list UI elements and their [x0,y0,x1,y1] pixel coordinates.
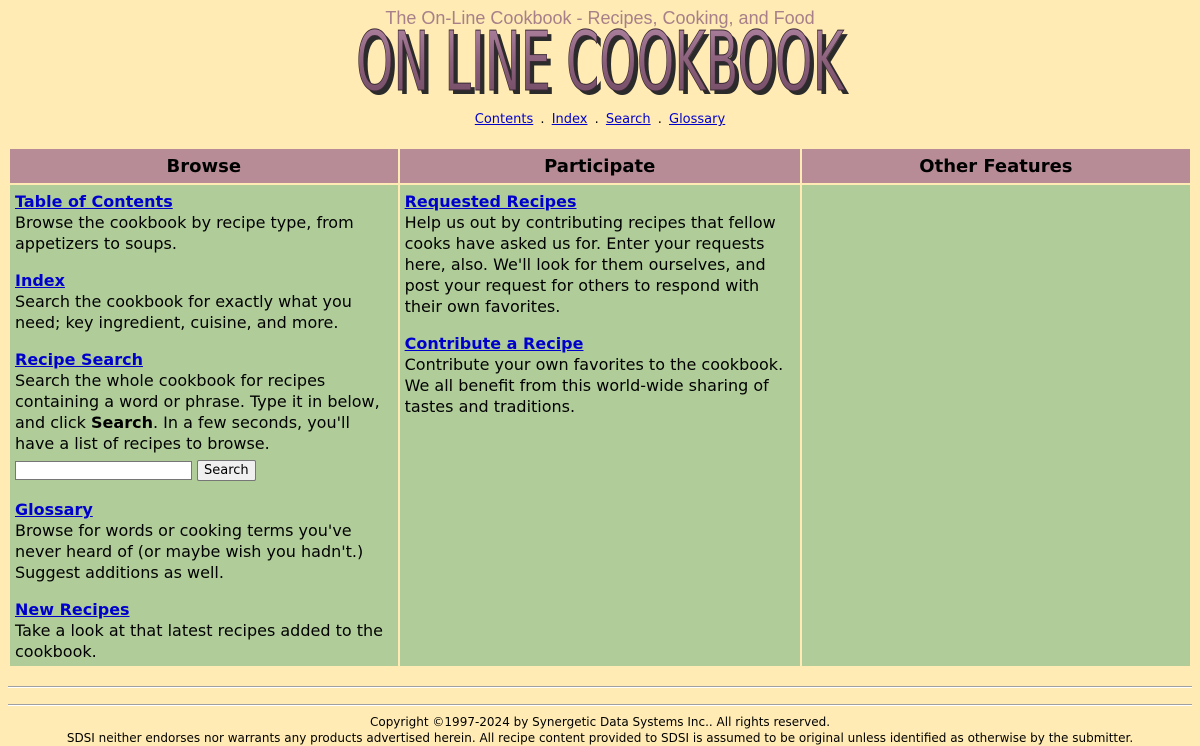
other-features-column [802,185,1190,666]
glossary-link[interactable]: Glossary [15,500,93,519]
table-of-contents-description: Browse the cookbook by recipe type, from appetizers to soups. [15,213,354,253]
site-logo[interactable] [350,26,850,100]
nav-separator: . [540,112,545,127]
top-nav [0,112,1200,128]
logo-main-text: ON LINE COOKBOOK [356,26,846,100]
glossary-description: Browse for words or cooking terms you've never heard of (or maybe wish you hadn't.) Suggest additions as well. [15,521,364,582]
column-header-participate: Participate [400,149,800,183]
list-item [15,270,393,333]
requested-recipes-description: Help us out by contributing recipes that fellow cooks have asked us for. Enter your requests here, also. We'll look for them ourselves, and post your request for others to respond with their own favorites. [404,213,776,316]
index-description: Search the cookbook for exactly what you need; key ingredient, cuisine, and more. [15,292,352,332]
list-item [405,333,795,417]
index-link[interactable]: Index [15,271,65,290]
recipe-search-text-after: . In a few seconds, you'll have a list of recipes to browse. [15,413,350,453]
column-header-browse: Browse [10,149,398,183]
recipe-search-link[interactable]: Recipe Search [15,350,143,369]
new-recipes-link[interactable]: New Recipes [15,600,130,619]
copyright-text: Copyright ©1997-2024 by Synergetic Data Systems Inc.. All rights reserved. [369,715,831,729]
page-footer [0,714,1200,746]
search-button[interactable]: Search [197,460,256,481]
list-item [15,599,393,662]
nav-link-index[interactable]: Index [551,112,588,127]
participate-column [400,185,800,666]
logo-shadow-text: ON LINE COOKBOOK [360,26,850,100]
column-header-row [10,149,1190,183]
search-form [15,460,393,481]
recipe-search-description [15,370,393,454]
features-table [8,147,1192,668]
nav-separator: . [594,112,599,127]
new-recipes-description: Take a look at that latest recipes added to the cookbook. [15,621,383,661]
nav-link-glossary[interactable]: Glossary [669,112,726,127]
list-item [15,191,393,254]
table-of-contents-link[interactable]: Table of Contents [15,192,173,211]
site-tagline: The On-Line Cookbook - Recipes, Cooking, and Food [385,8,815,28]
content-row [10,185,1190,666]
list-item [405,191,795,317]
search-input[interactable] [15,461,192,480]
nav-separator: . [657,112,662,127]
disclaimer-text: SDSI neither endorses nor warrants any products advertised herein. All recipe content provided to SDSI is assumed to be original unless identified as otherwise by the submitter. [66,731,1134,745]
nav-link-search[interactable]: Search [605,112,651,127]
divider [8,686,1192,688]
browse-column [10,185,398,666]
page-header [0,0,1200,128]
recipe-search-text-before: Search the whole cookbook for recipes containing a word or phrase. Type it in below, and click [15,371,380,432]
column-header-other-features: Other Features [802,149,1190,183]
nav-link-contents[interactable]: Contents [474,112,534,127]
recipe-search-bold-text: Search [91,413,153,432]
divider [8,704,1192,706]
requested-recipes-link[interactable]: Requested Recipes [404,192,577,211]
contribute-recipe-link[interactable]: Contribute a Recipe [404,334,584,353]
list-item [15,349,393,454]
list-item [15,499,393,583]
contribute-recipe-description: Contribute your own favorites to the cookbook. We all benefit from this world-wide sharing of tastes and traditions. [404,355,784,416]
